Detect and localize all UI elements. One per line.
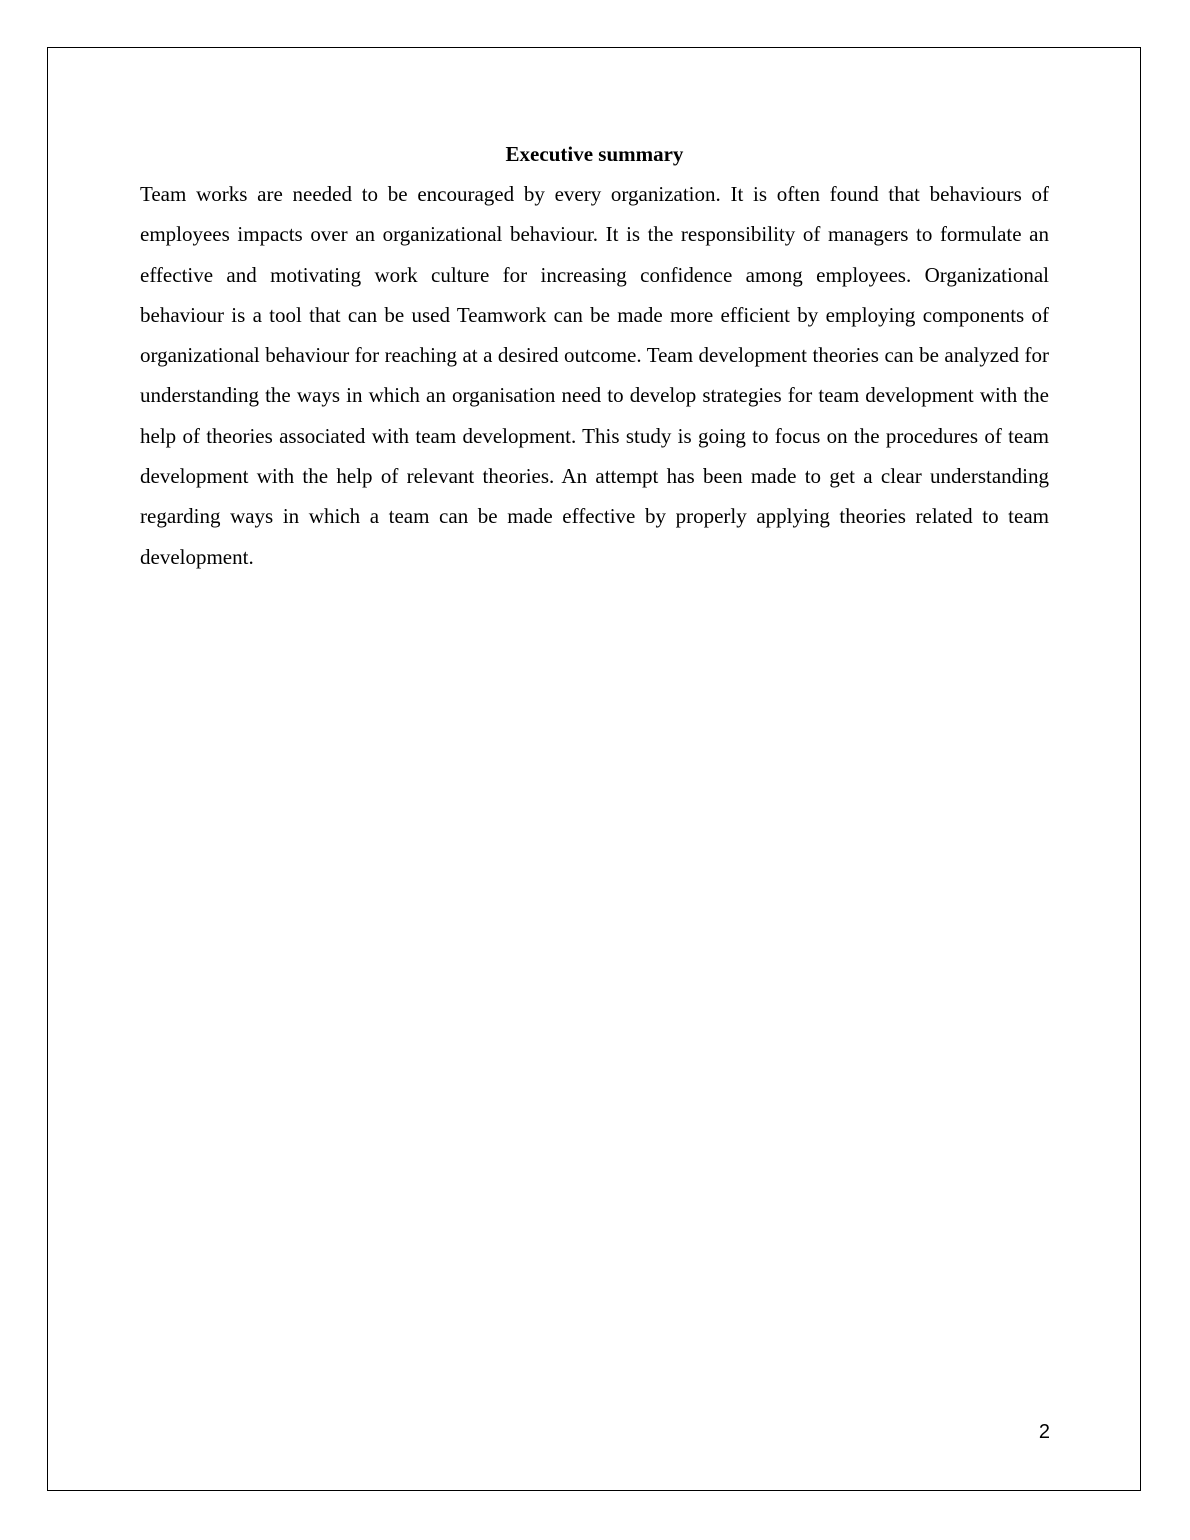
page-number: 2 [1038,1421,1050,1443]
section-heading: Executive summary [505,142,684,166]
summary-paragraph: Team works are needed to be encouraged by every organization. It is often found that behaviours of employees impacts over an organizational behaviour. It is the responsibility of managers to formulate an effective and motivating work culture for increasing confidence among employees. Organizational behaviour is a tool that can be used Teamwork can be made more efficient by employing components of organizational behaviour for reaching at a desired outcome. Team development theories can be analyzed for understanding the ways in which an organisation need to develop strategies for team development with the help of theories associated with team development. This study is going to focus on the procedures of team development with the help of relevant theories. An attempt has been made to get a clear understanding regarding ways in which a team can be made effective by properly applying theories related to team development. [140,182,1049,569]
